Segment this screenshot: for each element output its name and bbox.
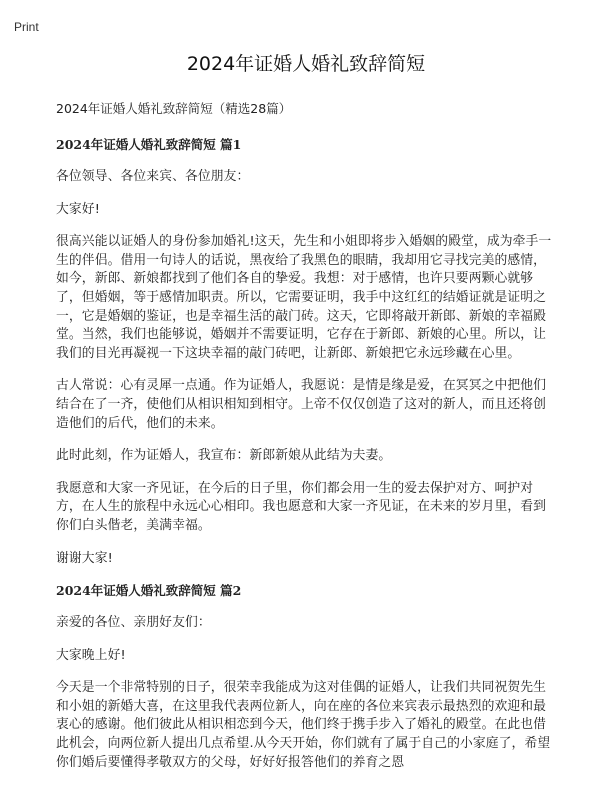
document-subtitle: 2024年证婚人婚礼致辞简短（精选28篇） <box>56 101 292 116</box>
paragraph: 我愿意和大家一齐见证，在今后的日子里，你们都会用一生的爱去保护对方、呵护对方，在人生的旅程中永远心心相印。我也愿意和大家一齐见证，在未来的岁月里，看到你们白头偕老，美满幸福。 <box>56 480 547 533</box>
paragraph: 各位领导、各位来宾、各位朋友： <box>56 169 250 184</box>
paragraph: 此时此刻，作为证婚人，我宣布：新郎新娘从此结为夫妻。 <box>56 448 392 464</box>
paragraph: 大家晚上好! <box>56 647 126 663</box>
paragraph: 谢谢大家! <box>56 550 113 566</box>
paragraph: 大家好! <box>56 201 100 217</box>
document-page <box>56 50 556 786</box>
paragraph: 古人常说：心有灵犀一点通。作为证婚人，我愿说：是情是缘是爱，在冥冥之中把他们结合在了一齐，使他们从相识相知到相守。上帝不仅仅创造了这对的新人，而且还将创造他们的后代，他们的未来。 <box>56 378 547 431</box>
paragraph: 很高兴能以证婚人的身份参加婚礼!这天，先生和小姐即将步入婚姻的殿堂，成为牵手一生的伴侣。借用一句诗人的话说，黑夜给了我黑色的眼睛，我却用它寻找完美的感情，如今，新郎、新娘都找到了他们各自的挚爱。我想：对于感情，也许只要两颗心就够了，但婚姻，等于感情加职责。所以，它需要证明，我手中这红红的结婚证就是证明之一，它是婚姻的鉴证，也是幸福生活的敲门砖。这天，它即将敲开新郎、新娘的幸福殿堂。当然，我们也能够说，婚姻并不需要证明，它存在于新郎、新娘的心里。所以，让我们的目光再凝视一下这块幸福的敲门砖吧，让新郎、新娘把它永远珍藏在心里。 <box>56 234 552 361</box>
document-title: 2024年证婚人婚礼致辞简短 <box>186 53 426 75</box>
section-heading: 2024年证婚人婚礼致辞简短 篇2 <box>56 583 242 599</box>
section-heading: 2024年证婚人婚礼致辞简短 篇1 <box>56 137 242 152</box>
section-1 <box>56 136 556 568</box>
section-2 <box>56 582 556 772</box>
paragraph: 今天是一个非常特别的日子，很荣幸我能成为这对佳偶的证婚人，让我们共同祝贺先生和小姐的新婚大喜，在这里我代表两位新人，向在座的各位来宾表示最热烈的欢迎和最衷心的感谢。他们彼此从相识相恋到今天，他们终于携手步入了婚礼的殿堂。在此也借此机会，向两位新人提出几点希望.从今天开始，你们就有了属于自己的小家庭了，希望你们婚后要懂得孝敬双方的父母，好好好报答他们的养育之恩 <box>56 680 551 770</box>
print-link[interactable]: Print <box>14 20 39 34</box>
paragraph: 亲爱的各位、亲朋好友们： <box>56 615 211 631</box>
